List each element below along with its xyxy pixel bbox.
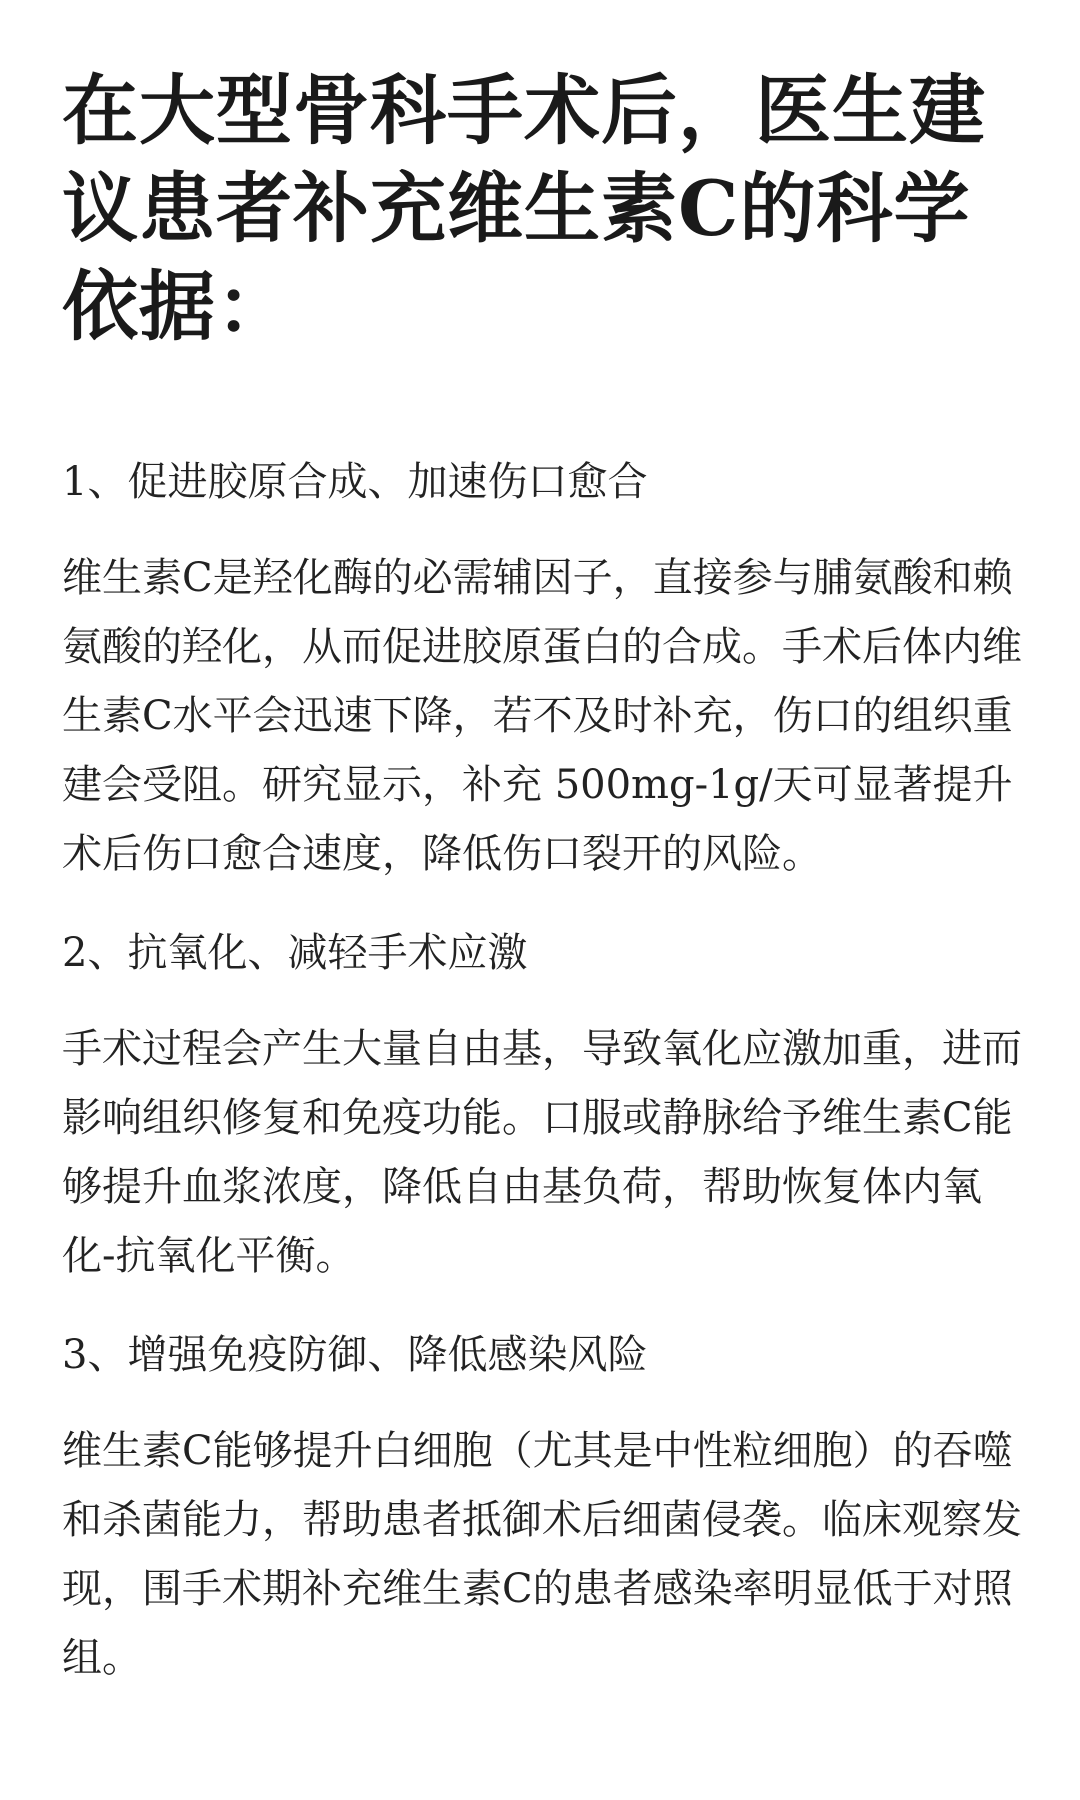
section-immune-defense [62, 1329, 1024, 1693]
section-heading: 2、抗氧化、减轻手术应激 [62, 930, 528, 976]
article [62, 62, 1024, 1693]
section-collagen-synthesis [62, 456, 1024, 889]
section-antioxidant [62, 927, 1024, 1291]
article-content [62, 456, 1024, 1693]
section-heading: 3、增强免疫防御、降低感染风险 [62, 1332, 648, 1378]
section-heading: 1、促进胶原合成、加速伤口愈合 [62, 459, 648, 505]
article-title: 在大型骨科手术后，医生建议患者补充维生素C的科学依据： [62, 66, 986, 351]
section-paragraph: 维生素C能够提升白细胞（尤其是中性粒细胞）的吞噬和杀菌能力，帮助患者抵御术后细菌侵袭。临床观察发现，围手术期补充维生素C的患者感染率明显低于对照组。 [62, 1428, 1022, 1681]
section-paragraph: 维生素C是羟化酶的必需辅因子，直接参与脯氨酸和赖氨酸的羟化，从而促进胶原蛋白的合成。手术后体内维生素C水平会迅速下降，若不及时补充，伤口的组织重建会受阻。研究显示，补充 500mg-1g/天可显著提升术后伤口愈合速度，降低伤口裂开的风险。 [62, 555, 1022, 877]
section-paragraph: 手术过程会产生大量自由基，导致氧化应激加重，进而影响组织修复和免疫功能。口服或静脉给予维生素C能够提升血浆浓度，降低自由基负荷，帮助恢复体内氧化-抗氧化平衡。 [62, 1026, 1022, 1279]
